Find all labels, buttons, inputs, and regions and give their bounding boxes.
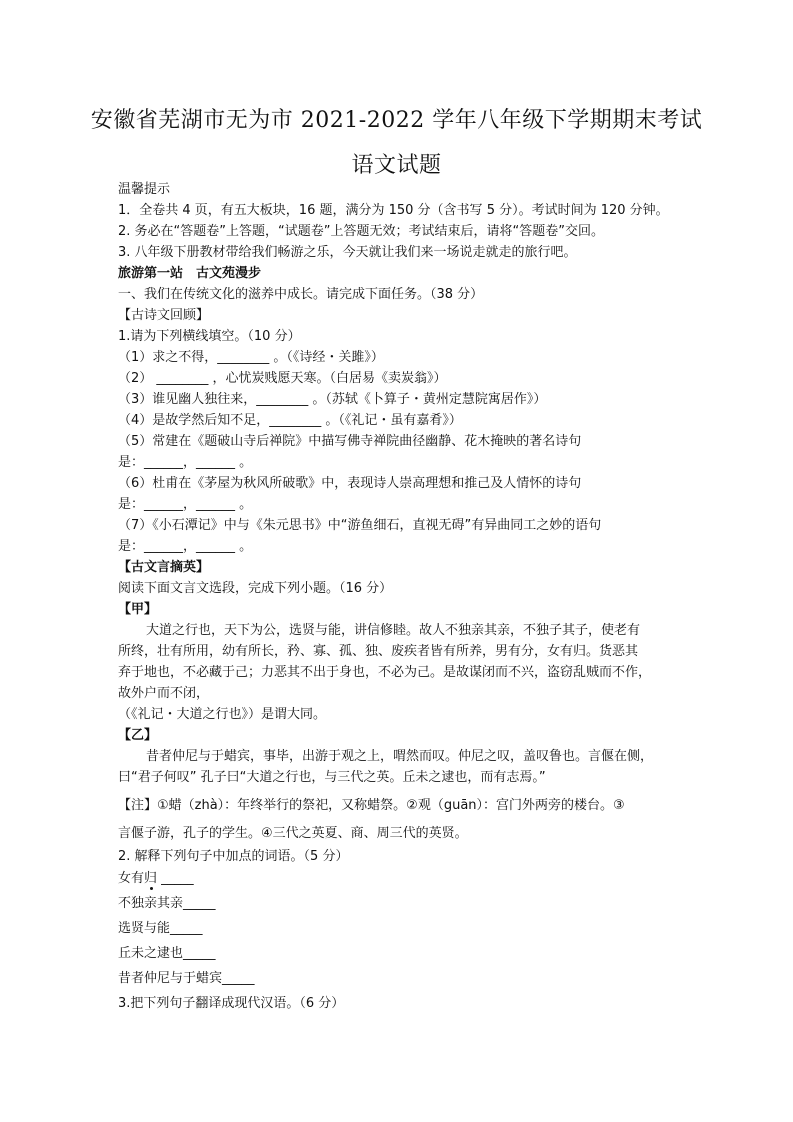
exam-title: 安徽省芜湖市无为市 2021-2022 学年八年级下学期期末考试 (90, 108, 703, 133)
tip-2: 2. 务必在“答题卷”上答题，“试题卷”上答题无效；考试结束后，请将“答题卷”交回。 (118, 224, 604, 239)
question-1-item: （7）《小石潭记》中与《朱元思书》中“游鱼细石，直视无碍”有异曲同工之妙的语句 (118, 518, 602, 533)
question-2-item: 不独亲其亲_____ (118, 896, 216, 911)
exam-subtitle: 语文试题 (351, 153, 442, 178)
tip-3: 3. 八年级下册教材带给我们畅游之乐，今天就让我们来一场说走就走的旅行吧。 (118, 245, 577, 260)
question-2-item: 丘未之逮也_____ (118, 946, 216, 961)
passage-b-line: 曰“君子何叹” 孔子曰“大道之行也，与三代之英。丘未之逮也，而有志焉。” (118, 770, 546, 785)
question-1-item: （4）是故学然后知不足，________ 。（《礼记・虽有嘉肴》） (118, 413, 462, 428)
passage-a-label: 【甲】 (118, 602, 158, 617)
question-2: 2. 解释下列句子中加点的词语。（5 分） (118, 849, 349, 864)
passage-a-source: （《礼记・大道之行也》）是谓大同。 (118, 707, 327, 722)
question-1-item: （2） ________ ，心忧炭贱愿天寒。（白居易《卖炭翁》） (118, 371, 447, 386)
question-1: 1.请为下列横线填空。（10 分） (118, 329, 301, 344)
question-1-item: （5）常建在《题破山寺后禅院》中描写佛寺禅院曲径幽静、花木掩映的著名诗句 (118, 434, 582, 449)
question-2-item-text: 女有 (118, 871, 145, 886)
annotation-line: 言偃子游，孔子的学生。④三代之英夏、商、周三代的英贤。 (118, 826, 468, 841)
tip-1: 1．全卷共 4 页，有五大板块，16 题，满分为 150 分（含书写 5 分）。考试时间为 120 分钟。 (118, 203, 669, 218)
classical-text-tag: 【古文言摘英】 (118, 560, 210, 575)
question-2-item: 选贤与能_____ (118, 921, 203, 936)
question-1-answer-line: 是：______，______ 。 (118, 455, 253, 470)
reading-instruction: 阅读下面文言文选段，完成下列小题。（16 分） (118, 581, 393, 596)
passage-a-line: 所终，壮有所用，幼有所长，矜、寡、孤、独、废疾者皆有所养，男有分，女有归。货恶其 (118, 644, 639, 659)
passage-a-line: 故外户而不闭， (118, 686, 210, 701)
question-2-item: 昔者仲尼与于蜡宾_____ (118, 971, 255, 986)
question-3: 3.把下列句子翻译成现代汉语。（6 分） (118, 996, 345, 1011)
question-1-item: （6）杜甫在《茅屋为秋风所破歌》中，表现诗人崇高理想和推己及人情怀的诗句 (118, 476, 582, 491)
question-1-item: （1）求之不得，________ 。（《诗经・关雎》） (118, 350, 384, 365)
poem-review-tag: 【古诗文回顾】 (118, 308, 210, 323)
passage-b-line: 昔者仲尼与于蜡宾，事毕，出游于观之上，喟然而叹。仲尼之叹，盖叹鲁也。言偃在侧， (146, 749, 654, 764)
question-1-answer-line: 是：______，______ 。 (118, 497, 253, 512)
passage-b-label: 【乙】 (118, 728, 158, 743)
question-2-item (118, 870, 688, 888)
annotation-line: 【注】①蜡（zhà）：年终举行的祭祀，又称蜡祭。②观（guān）：宫门外两旁的楼台。③ (118, 798, 625, 813)
passage-a-line: 弃于地也，不必藏于己；力恶其不出于身也，不必为己。是故谋闭而不兴，盗窃乱贼而不作， (118, 665, 652, 680)
part-one-heading: 一、我们在传统文化的滋养中成长。请完成下面任务。（38 分） (118, 287, 484, 302)
dotted-word: 归 (144, 871, 158, 886)
tips-heading: 温馨提示 (118, 182, 171, 197)
passage-a-line: 大道之行也，天下为公，选贤与能，讲信修睦。故人不独亲其亲，不独子其子，使老有 (146, 623, 641, 638)
answer-blank: _____ (157, 871, 194, 886)
station-heading: 旅游第一站 古文苑漫步 (118, 266, 262, 281)
question-1-answer-line: 是：______，______ 。 (118, 539, 253, 554)
question-1-item: （3）谁见幽人独往来，________ 。（苏轼《卜算子・黄州定慧院寓居作》） (118, 392, 547, 407)
